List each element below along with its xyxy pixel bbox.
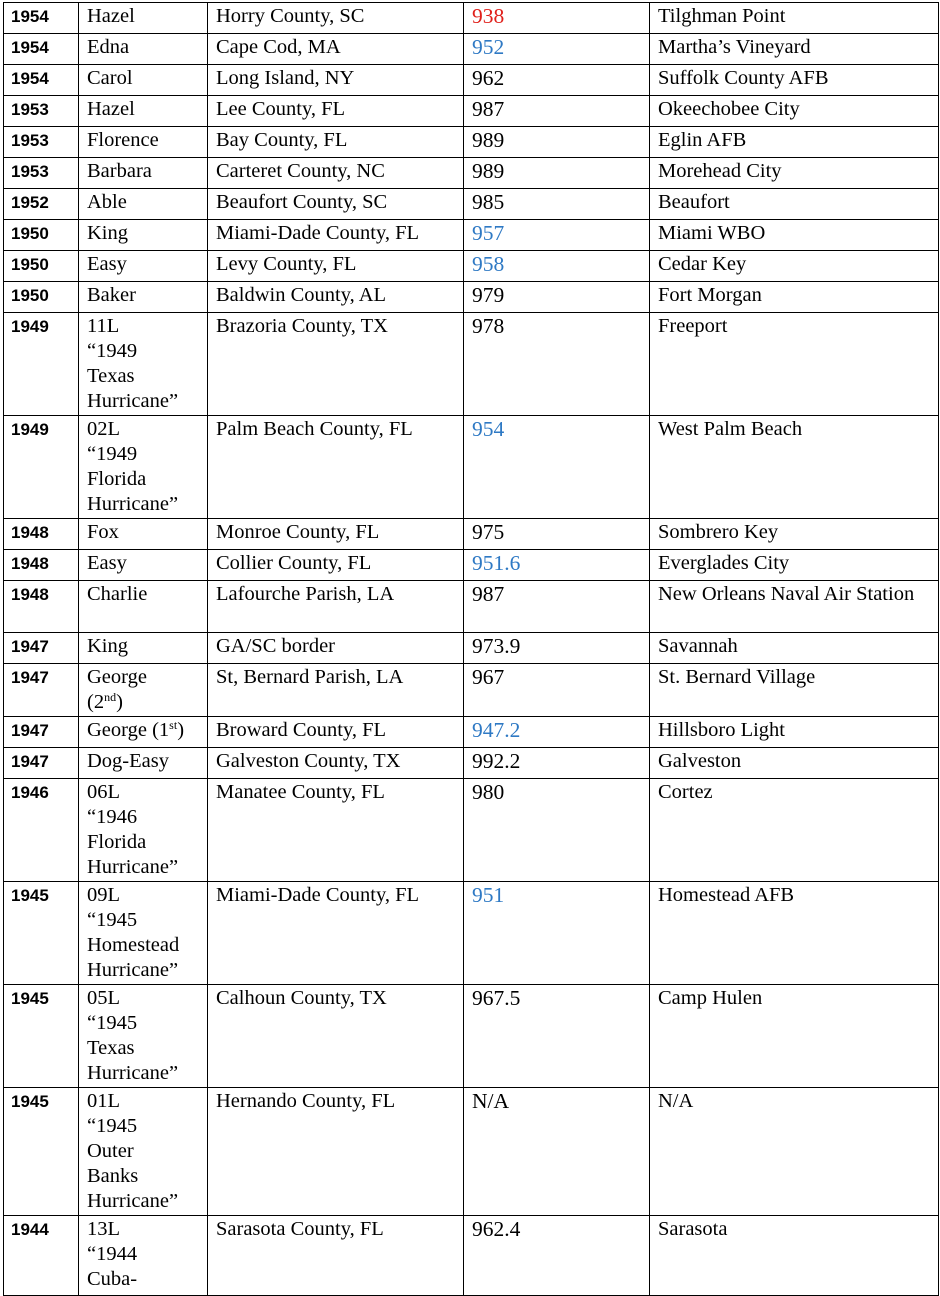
storm-name-line: Florida: [87, 831, 147, 853]
year-cell: 1952: [4, 189, 79, 220]
storm-name-line: George: [87, 666, 147, 688]
storm-name-line: Hurricane”: [87, 390, 179, 412]
storm-name-cell: [79, 282, 208, 313]
storm-name-cell: [79, 779, 208, 882]
storm-name-line: Banks: [87, 1165, 139, 1187]
storm-name-line: Easy: [87, 552, 127, 574]
year-cell: 1947: [4, 664, 79, 717]
table-row: [4, 633, 939, 664]
landfall-location-cell: Bay County, FL: [208, 127, 464, 158]
storm-name-line: 06L: [87, 781, 121, 803]
table-row: [4, 416, 939, 519]
storm-name-line: Texas: [87, 365, 135, 387]
year-cell: 1954: [4, 34, 79, 65]
year-cell: 1948: [4, 581, 79, 633]
storm-name-line: “1945: [87, 909, 138, 931]
station-cell: Fort Morgan: [650, 282, 939, 313]
landfall-location-cell: Palm Beach County, FL: [208, 416, 464, 519]
pressure-cell: 967.5: [464, 985, 650, 1088]
landfall-location-cell: Calhoun County, TX: [208, 985, 464, 1088]
storm-name-cell: [79, 65, 208, 96]
storm-name-ordinal-suffix: nd: [104, 690, 117, 704]
storm-name-line: Edna: [87, 36, 130, 58]
landfall-location-cell: Baldwin County, AL: [208, 282, 464, 313]
table-row: [4, 282, 939, 313]
station-cell: Freeport: [650, 313, 939, 416]
storm-name-line: 01L: [87, 1090, 121, 1112]
year-cell: 1947: [4, 633, 79, 664]
pressure-cell: 962.4: [464, 1216, 650, 1296]
storm-name-line: “1945: [87, 1115, 138, 1137]
storm-name-line: “1949: [87, 443, 138, 465]
pressure-cell: 962: [464, 65, 650, 96]
table-row: [4, 1088, 939, 1216]
storm-name-line: Outer: [87, 1140, 134, 1162]
station-cell: Okeechobee City: [650, 96, 939, 127]
storm-name-cell: [79, 882, 208, 985]
station-cell: N/A: [650, 1088, 939, 1216]
landfall-location-cell: Horry County, SC: [208, 3, 464, 34]
pressure-cell: 987: [464, 581, 650, 633]
storm-name-line: Carol: [87, 67, 133, 89]
year-cell: 1945: [4, 1088, 79, 1216]
storm-name-line: Charlie: [87, 583, 148, 605]
storm-name-cell: [79, 519, 208, 550]
station-cell: Cortez: [650, 779, 939, 882]
storm-name-cell: [79, 581, 208, 633]
pressure-cell: 979: [464, 282, 650, 313]
pressure-cell: 978: [464, 313, 650, 416]
storm-name-cell: [79, 664, 208, 717]
landfall-location-cell: Collier County, FL: [208, 550, 464, 581]
storm-name-cell: [79, 550, 208, 581]
storm-name-cell: [79, 127, 208, 158]
storm-name-line: Cuba-: [87, 1268, 138, 1290]
year-cell: 1953: [4, 96, 79, 127]
station-cell: Everglades City: [650, 550, 939, 581]
year-cell: 1945: [4, 882, 79, 985]
storm-name-cell: [79, 158, 208, 189]
pressure-cell: 973.9: [464, 633, 650, 664]
table-row: [4, 220, 939, 251]
storm-name-line: King: [87, 222, 128, 244]
storm-name-ordinal-suffix: st: [169, 718, 178, 732]
table-row: [4, 251, 939, 282]
storm-name-cell: [79, 633, 208, 664]
table-row: [4, 96, 939, 127]
storm-name-cell: [79, 748, 208, 779]
storm-name-line: Hurricane”: [87, 1190, 179, 1212]
storm-name-line: George: [87, 719, 147, 741]
storm-name-ordinal: (2: [87, 691, 105, 713]
year-cell: 1945: [4, 985, 79, 1088]
table-row: [4, 313, 939, 416]
storm-name-cell: [79, 189, 208, 220]
storm-name-line: Easy: [87, 253, 127, 275]
storm-name-line: 02L: [87, 418, 121, 440]
table-row: [4, 3, 939, 34]
year-cell: 1948: [4, 550, 79, 581]
year-cell: 1946: [4, 779, 79, 882]
table-row: [4, 882, 939, 985]
landfall-location-cell: Beaufort County, SC: [208, 189, 464, 220]
station-cell: Sombrero Key: [650, 519, 939, 550]
storm-name-line: “1949: [87, 340, 138, 362]
storm-name-line: Baker: [87, 284, 136, 306]
storm-name-line: 11L: [87, 315, 120, 337]
year-cell: 1953: [4, 158, 79, 189]
storm-name-line: Homestead: [87, 934, 180, 956]
landfall-location-cell: Lee County, FL: [208, 96, 464, 127]
pressure-cell: 951: [464, 882, 650, 985]
storm-name-line: Texas: [87, 1037, 135, 1059]
station-cell: Sarasota: [650, 1216, 939, 1296]
year-cell: 1954: [4, 3, 79, 34]
storm-name-cell: [79, 34, 208, 65]
pressure-cell: 975: [464, 519, 650, 550]
pressure-cell: 989: [464, 127, 650, 158]
storm-name-line: Fox: [87, 521, 119, 543]
year-cell: 1947: [4, 748, 79, 779]
storm-name-line: Hurricane”: [87, 856, 179, 878]
storm-name-line: Hurricane”: [87, 493, 179, 515]
pressure-cell: 958: [464, 251, 650, 282]
storm-name-ordinal-close: ): [116, 691, 123, 713]
storm-name-line: Florence: [87, 129, 159, 151]
storm-name-line: 09L: [87, 884, 121, 906]
table-row: [4, 664, 939, 717]
landfall-location-cell: Manatee County, FL: [208, 779, 464, 882]
landfall-location-cell: Miami-Dade County, FL: [208, 220, 464, 251]
pressure-cell: 957: [464, 220, 650, 251]
table-row: [4, 34, 939, 65]
year-cell: 1949: [4, 313, 79, 416]
landfall-location-cell: St, Bernard Parish, LA: [208, 664, 464, 717]
table-row: [4, 127, 939, 158]
storm-name-cell: [79, 985, 208, 1088]
year-cell: 1950: [4, 251, 79, 282]
landfall-location-cell: Levy County, FL: [208, 251, 464, 282]
landfall-location-cell: Long Island, NY: [208, 65, 464, 96]
pressure-cell: 980: [464, 779, 650, 882]
year-cell: 1950: [4, 220, 79, 251]
station-cell: Morehead City: [650, 158, 939, 189]
year-cell: 1953: [4, 127, 79, 158]
table-row: [4, 779, 939, 882]
pressure-cell: 985: [464, 189, 650, 220]
pressure-cell: 967: [464, 664, 650, 717]
station-cell: Cedar Key: [650, 251, 939, 282]
storm-name-line: Hurricane”: [87, 959, 179, 981]
table-row: [4, 158, 939, 189]
station-cell: Tilghman Point: [650, 3, 939, 34]
station-cell: Martha’s Vineyard: [650, 34, 939, 65]
storm-name-ordinal: (1: [152, 719, 170, 741]
table-row: [4, 581, 939, 633]
landfall-location-cell: Sarasota County, FL: [208, 1216, 464, 1296]
station-cell: Beaufort: [650, 189, 939, 220]
landfall-location-cell: Cape Cod, MA: [208, 34, 464, 65]
storm-name-line: “1944: [87, 1243, 138, 1265]
storm-name-line: Barbara: [87, 160, 152, 182]
station-cell: Suffolk County AFB: [650, 65, 939, 96]
station-cell: Galveston: [650, 748, 939, 779]
pressure-cell: 951.6: [464, 550, 650, 581]
storm-name-line: Dog-Easy: [87, 750, 169, 772]
station-cell: Eglin AFB: [650, 127, 939, 158]
table-row: [4, 748, 939, 779]
landfall-location-cell: Monroe County, FL: [208, 519, 464, 550]
storm-name-cell: [79, 3, 208, 34]
storm-name-line: Florida: [87, 468, 147, 490]
year-cell: 1949: [4, 416, 79, 519]
storm-name-cell: [79, 717, 208, 748]
station-cell: Hillsboro Light: [650, 717, 939, 748]
storm-name-cell: [79, 220, 208, 251]
landfall-location-cell: Hernando County, FL: [208, 1088, 464, 1216]
year-cell: 1947: [4, 717, 79, 748]
table-row: [4, 1216, 939, 1296]
table-row: [4, 550, 939, 581]
station-cell: St. Bernard Village: [650, 664, 939, 717]
hurricane-table-body: [4, 3, 939, 1296]
year-cell: 1950: [4, 282, 79, 313]
station-cell: Camp Hulen: [650, 985, 939, 1088]
table-row: [4, 985, 939, 1088]
station-cell: New Orleans Naval Air Station: [650, 581, 939, 633]
storm-name-line: 05L: [87, 987, 121, 1009]
storm-name-cell: [79, 1088, 208, 1216]
storm-name-cell: [79, 416, 208, 519]
year-cell: 1948: [4, 519, 79, 550]
storm-name-line: Hurricane”: [87, 1062, 179, 1084]
year-cell: 1954: [4, 65, 79, 96]
storm-name-line: Hazel: [87, 98, 135, 120]
station-cell: Miami WBO: [650, 220, 939, 251]
storm-name-line: 13L: [87, 1218, 121, 1240]
storm-name-cell: [79, 251, 208, 282]
table-row: [4, 189, 939, 220]
landfall-location-cell: Carteret County, NC: [208, 158, 464, 189]
storm-name-cell: [79, 96, 208, 127]
storm-name-line: “1946: [87, 806, 138, 828]
storm-name-cell: [79, 1216, 208, 1296]
landfall-location-cell: Brazoria County, TX: [208, 313, 464, 416]
pressure-cell: 938: [464, 3, 650, 34]
landfall-location-cell: Galveston County, TX: [208, 748, 464, 779]
landfall-location-cell: Lafourche Parish, LA: [208, 581, 464, 633]
year-cell: 1944: [4, 1216, 79, 1296]
pressure-cell: 947.2: [464, 717, 650, 748]
pressure-cell: 992.2: [464, 748, 650, 779]
landfall-location-cell: Miami-Dade County, FL: [208, 882, 464, 985]
hurricane-table: [3, 2, 939, 1296]
station-cell: West Palm Beach: [650, 416, 939, 519]
table-row: [4, 65, 939, 96]
table-row: [4, 717, 939, 748]
storm-name-ordinal-close: ): [177, 719, 185, 741]
landfall-location-cell: GA/SC border: [208, 633, 464, 664]
pressure-cell: 954: [464, 416, 650, 519]
station-cell: Savannah: [650, 633, 939, 664]
storm-name-cell: [79, 313, 208, 416]
storm-name-line: Hazel: [87, 5, 135, 27]
pressure-cell: 952: [464, 34, 650, 65]
landfall-location-cell: Broward County, FL: [208, 717, 464, 748]
station-cell: Homestead AFB: [650, 882, 939, 985]
storm-name-line: Able: [87, 191, 127, 213]
storm-name-line: “1945: [87, 1012, 138, 1034]
pressure-cell: 989: [464, 158, 650, 189]
storm-name-line: King: [87, 635, 128, 657]
pressure-cell: 987: [464, 96, 650, 127]
pressure-cell: N/A: [464, 1088, 650, 1216]
table-row: [4, 519, 939, 550]
